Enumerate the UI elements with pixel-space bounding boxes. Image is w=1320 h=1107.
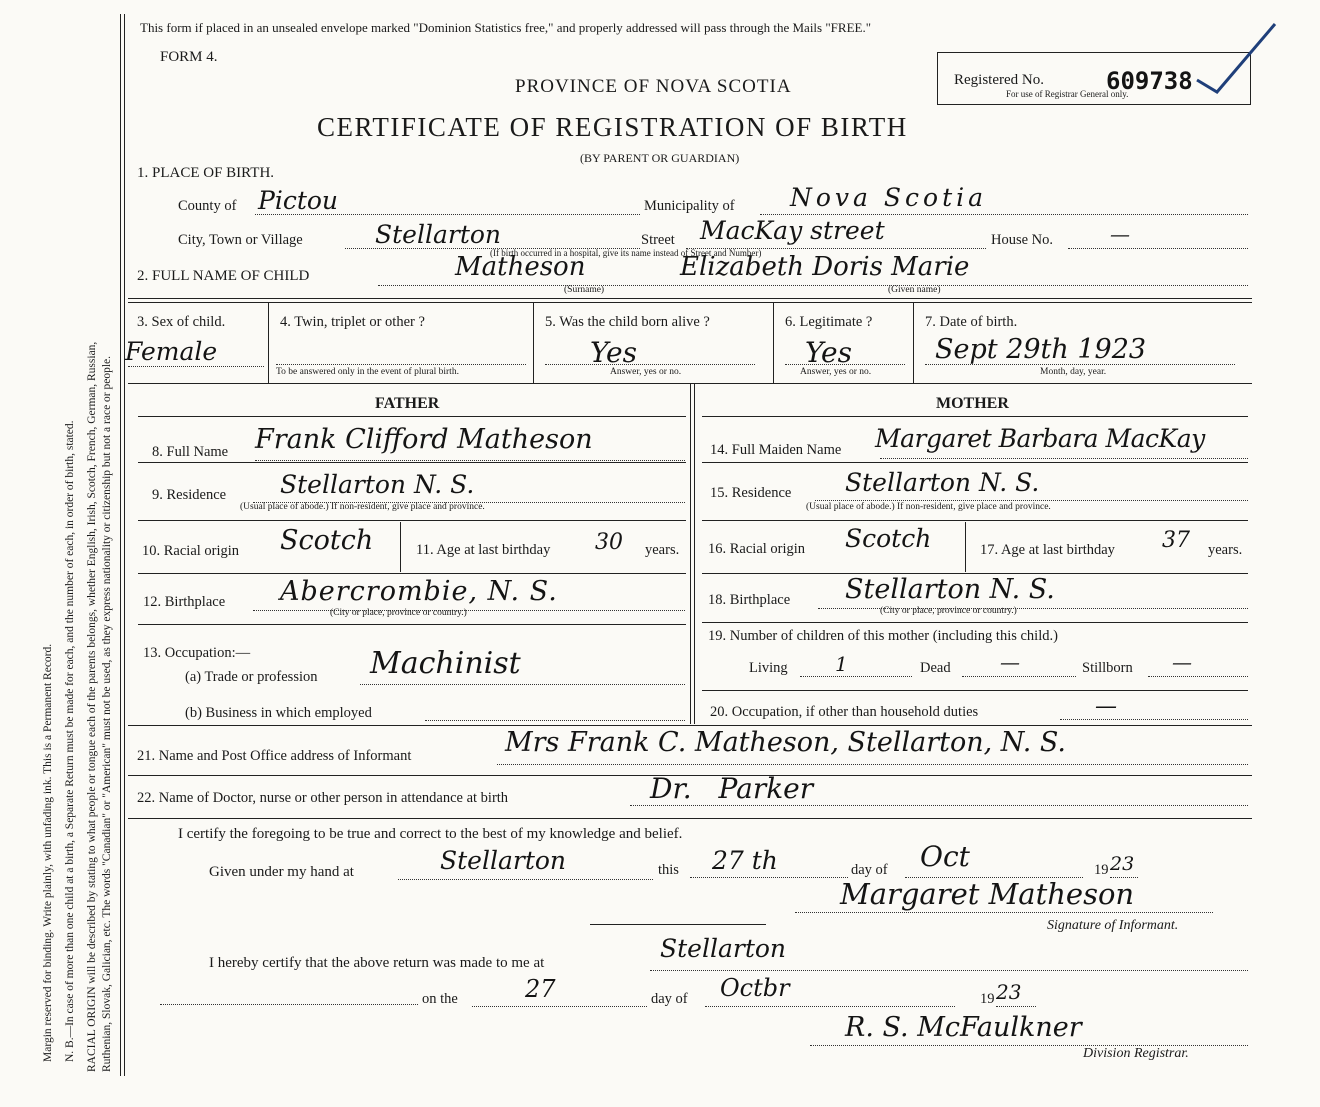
- mother-abode-note: (Usual place of abode.) If non-resident, give place and province.: [806, 502, 1051, 512]
- father-race-value: Scotch: [280, 525, 374, 556]
- registered-number: 609738: [1106, 67, 1193, 95]
- house-value: —: [1110, 222, 1130, 246]
- father-box-right: [690, 384, 691, 724]
- child-surname: Matheson: [455, 252, 586, 282]
- mother-occ-label: 20. Occupation, if other than household duties: [710, 704, 979, 720]
- alive-label: 5. Was the child born alive ?: [545, 314, 710, 330]
- father-trade-value: Machinist: [370, 646, 521, 681]
- day-line: [690, 877, 848, 878]
- col-divider-5: [773, 303, 774, 383]
- province-title: PROVINCE OF NOVA SCOTIA: [515, 76, 792, 97]
- year-value: 23: [1110, 853, 1135, 875]
- dob-value: Sept 29th 1923: [935, 334, 1147, 365]
- col-divider-6: [913, 303, 914, 383]
- day-value: 27 th: [712, 846, 778, 875]
- form-number: FORM 4.: [160, 49, 218, 65]
- alive-line: [545, 364, 755, 365]
- dayof-label: day of: [851, 862, 888, 878]
- informant-signature: Margaret Matheson: [840, 877, 1135, 911]
- legit-line: [785, 364, 905, 365]
- informant-label: 21. Name and Post Office address of Informant: [137, 748, 412, 764]
- margin-rule: [120, 14, 121, 1076]
- margin-note-4: Ruthenian, Slovak, Galician, etc. The words "Canadian" or "American" must not be used, as they express nationality or citizenship but not a race or people.: [101, 355, 113, 1072]
- living-line: [800, 676, 912, 677]
- city-value: Stellarton: [375, 220, 502, 249]
- father-trade-line: [360, 684, 685, 685]
- street-note: (If birth occurred in a hospital, give its name instead of Street and Number): [490, 248, 762, 258]
- mother-res-value: Stellarton N. S.: [845, 468, 1040, 497]
- father-business-label: (b) Business in which employed: [185, 705, 372, 721]
- municipality-value: Nova Scotia: [790, 183, 988, 212]
- informant-value: Mrs Frank C. Matheson, Stellarton, N. S.: [505, 727, 1066, 758]
- doctor-value: Dr. Parker: [650, 772, 814, 805]
- registrar-day-line: [472, 1006, 647, 1007]
- registrar-place-line: [650, 970, 1248, 971]
- mother-rule-4: [702, 622, 1248, 623]
- doctor-label: 22. Name of Doctor, nurse or other person in attendance at birth: [137, 790, 509, 806]
- margin-note-3: RACIAL ORIGIN will be described by stating to what people or tongue each of the parents belongs, whether English, Irish, Scotch, French, German, Russian,: [86, 341, 98, 1072]
- twin-line: [276, 364, 526, 365]
- father-abode-note: (Usual place of abode.) If non-resident, give place and province.: [240, 502, 485, 512]
- margin-rule-inner: [124, 14, 125, 1076]
- mother-age-value: 37: [1162, 528, 1190, 553]
- father-bp-line: [253, 610, 685, 611]
- father-trade-label: (a) Trade or profession: [185, 669, 318, 685]
- mother-occ-value: —: [1095, 694, 1117, 719]
- father-name-value: Frank Clifford Matheson: [255, 424, 593, 455]
- legit-value: Yes: [805, 336, 852, 369]
- twin-label: 4. Twin, triplet or other ?: [280, 314, 425, 330]
- registrar-on-label: on the: [422, 991, 458, 1007]
- mail-notice: This form if placed in an unsealed envelope marked "Dominion Statistics free," and properly addressed will pass through the Mails "FREE.": [140, 20, 872, 35]
- county-value: Pictou: [258, 186, 339, 215]
- surname-note: (Surname): [564, 285, 605, 295]
- father-rule-top: [138, 416, 686, 417]
- divider-after-doctor: [128, 818, 1252, 819]
- stillborn-label: Stillborn: [1082, 660, 1133, 676]
- registered-label: Registered No.: [954, 72, 1044, 88]
- father-age-label: 11. Age at last birthday: [416, 542, 551, 558]
- mother-rule-2: [702, 520, 1248, 521]
- father-heading: FATHER: [375, 395, 440, 412]
- doctor-line: [630, 805, 1248, 806]
- margin-note-1: Margin reserved for binding. Write plainly, with unfading ink. This is a Permanent Record.: [42, 643, 54, 1062]
- mother-rule-1: [702, 462, 1248, 463]
- sex-label: 3. Sex of child.: [137, 314, 226, 330]
- mother-name-value: Margaret Barbara MacKay: [875, 424, 1205, 453]
- child-given-name: Elizabeth Doris Marie: [680, 252, 970, 282]
- informant-signature-label: Signature of Informant.: [1047, 918, 1179, 933]
- divider-after-parents: [128, 725, 1252, 726]
- father-box-right-2: [694, 384, 695, 724]
- registrar-note: For use of Registrar General only.: [1006, 89, 1129, 99]
- certify-statement: I certify the foregoing to be true and correct to the best of my knowledge and belief.: [178, 826, 683, 842]
- margin-note-2: N. B.—In case of more than one child at a birth, a Separate Return must be made for each, and the number of each, in order of birth, stated.: [64, 420, 76, 1062]
- mother-age-label: 17. Age at last birthday: [980, 542, 1115, 558]
- certificate-title: CERTIFICATE OF REGISTRATION OF BIRTH: [317, 112, 908, 142]
- father-rule-4: [138, 624, 686, 625]
- this-label: this: [658, 862, 679, 878]
- check-mark-icon: [1195, 20, 1280, 100]
- father-rule-2: [138, 520, 686, 521]
- dob-line: [925, 364, 1235, 365]
- month-value: Oct: [920, 840, 970, 873]
- registrar-year-line: [996, 1006, 1036, 1007]
- father-bp-label: 12. Birthplace: [143, 594, 226, 610]
- registrar-signature-label: Division Registrar.: [1083, 1046, 1189, 1061]
- mother-occ-line: [1060, 719, 1248, 720]
- divider-after-name-2: [128, 302, 1252, 303]
- registrar-day-value: 27: [525, 975, 556, 1003]
- father-rule-1: [138, 462, 686, 463]
- child-name-line: [378, 285, 1248, 286]
- dead-value: —: [1000, 650, 1020, 674]
- father-occ-label: 13. Occupation:—: [143, 645, 251, 661]
- mother-bp-note: (City or place, province or country.): [880, 606, 1017, 616]
- mother-res-label: 15. Residence: [710, 485, 792, 501]
- registrar-year-value: 23: [996, 980, 1022, 1004]
- mother-rule-top: [702, 416, 1248, 417]
- municipality-line: [760, 214, 1248, 215]
- informant-signature-line: [795, 912, 1213, 913]
- dob-note: Month, day, year.: [1040, 367, 1107, 377]
- city-label: City, Town or Village: [178, 232, 303, 248]
- dob-label: 7. Date of birth.: [925, 314, 1018, 330]
- mother-rule-5: [702, 690, 1248, 691]
- mother-res-line: [815, 500, 1248, 501]
- certificate-subtitle: (BY PARENT OR GUARDIAN): [580, 151, 740, 165]
- mother-name-label: 14. Full Maiden Name: [710, 442, 842, 458]
- father-bp-value: Abercrombie, N. S.: [280, 576, 558, 607]
- county-label: County of: [178, 198, 237, 214]
- legit-label: 6. Legitimate ?: [785, 314, 873, 330]
- col-divider-3: [268, 303, 269, 383]
- house-label: House No.: [991, 232, 1054, 248]
- father-name-label: 8. Full Name: [152, 444, 229, 460]
- house-line: [1068, 248, 1248, 249]
- col-divider-4: [533, 303, 534, 383]
- sex-line: [128, 366, 264, 367]
- street-label: Street: [641, 232, 675, 248]
- child-name-label: 2. FULL NAME OF CHILD: [137, 268, 310, 284]
- father-name-line: [255, 460, 685, 461]
- father-race-label: 10. Racial origin: [142, 543, 240, 559]
- mother-name-line: [880, 458, 1248, 459]
- father-res-label: 9. Residence: [152, 487, 227, 503]
- father-years: years.: [645, 542, 680, 558]
- registrar-month-line: [705, 1006, 955, 1007]
- given-place-line: [398, 879, 653, 880]
- year-prefix: 19: [1094, 862, 1109, 878]
- dead-label: Dead: [920, 660, 951, 676]
- registrar-signature: R. S. McFaulkner: [845, 1012, 1082, 1043]
- registrar-dayof-label: day of: [651, 991, 688, 1007]
- given-note: (Given name): [888, 285, 941, 295]
- informant-line: [497, 764, 1248, 765]
- father-business-line: [425, 720, 685, 721]
- alive-note: Answer, yes or no.: [610, 367, 682, 377]
- living-label: Living: [749, 660, 788, 676]
- divider-after-name: [128, 298, 1252, 299]
- stillborn-line: [1148, 676, 1248, 677]
- mother-heading: MOTHER: [936, 395, 1009, 412]
- sex-value: Female: [125, 337, 218, 366]
- dead-line: [962, 676, 1076, 677]
- short-divider: [590, 924, 766, 925]
- father-bp-note: (City or place, province or country.): [330, 608, 467, 618]
- mother-bp-value: Stellarton N. S.: [845, 574, 1055, 605]
- father-res-value: Stellarton N. S.: [280, 470, 475, 499]
- alive-value: Yes: [590, 336, 637, 369]
- given-place-value: Stellarton: [440, 846, 567, 875]
- mother-race-value: Scotch: [845, 524, 932, 553]
- living-value: 1: [835, 652, 848, 676]
- father-age-value: 30: [595, 530, 623, 555]
- mother-race-divider: [965, 522, 966, 572]
- legit-note: Answer, yes or no.: [800, 367, 872, 377]
- mother-bp-label: 18. Birthplace: [708, 592, 791, 608]
- mother-children-label: 19. Number of children of this mother (including this child.): [708, 628, 1058, 644]
- given-label: Given under my hand at: [209, 864, 354, 880]
- street-value: MacKay street: [700, 216, 885, 245]
- registrar-statement: I hereby certify that the above return was made to me at: [209, 955, 545, 971]
- registrar-year-prefix: 19: [980, 991, 995, 1007]
- municipality-label: Municipality of: [644, 198, 735, 214]
- registrar-lead-line: [160, 1004, 418, 1005]
- father-race-divider: [400, 522, 401, 572]
- place-heading: 1. PLACE OF BIRTH.: [137, 165, 275, 181]
- twin-note: To be answered only in the event of plural birth.: [276, 367, 459, 377]
- father-rule-3: [138, 573, 686, 574]
- registrar-place-value: Stellarton: [660, 934, 787, 963]
- mother-years: years.: [1208, 542, 1243, 558]
- mother-race-label: 16. Racial origin: [708, 541, 806, 557]
- stillborn-value: —: [1172, 650, 1192, 674]
- registrar-month-value: Octbr: [720, 974, 790, 1002]
